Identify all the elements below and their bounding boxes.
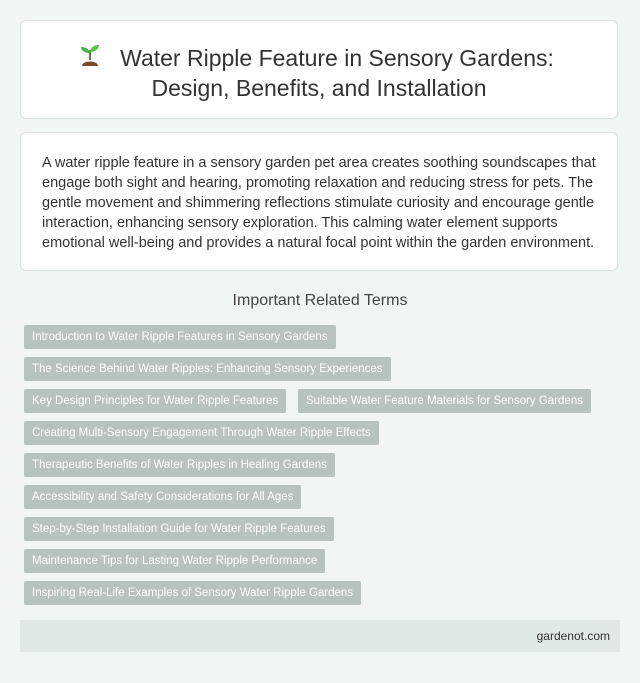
seedling-icon	[78, 44, 102, 72]
term-tag[interactable]: Key Design Principles for Water Ripple Features	[24, 389, 286, 413]
term-tag[interactable]: Inspiring Real-Life Examples of Sensory Water Ripple Gardens	[24, 581, 361, 605]
title-line-1: Water Ripple Feature in Sensory Gardens:	[120, 45, 554, 71]
footer	[20, 620, 620, 652]
term-tag[interactable]: Therapeutic Benefits of Water Ripples in Healing Gardens	[24, 453, 335, 477]
site-link[interactable]: gardenot.com	[536, 629, 610, 643]
title-line-2: Design, Benefits, and Installation	[151, 75, 487, 101]
title-card	[20, 20, 618, 119]
term-tag[interactable]: Suitable Water Feature Materials for Sensory Gardens	[298, 389, 591, 413]
term-tag[interactable]: Accessibility and Safety Considerations for All Ages	[24, 485, 301, 509]
description-text: A water ripple feature in a sensory garden pet area creates soothing soundscapes that engage both sight and hearing, promoting relaxation and reducing stress for pets. The gentle movement and shimmering reflections stimulate curiosity and encourage gentle interaction, enhancing sensory exploration. This calming water element supports emotional well-being and provides a natural focal point within the garden environment.	[42, 155, 596, 251]
term-tag[interactable]: Maintenance Tips for Lasting Water Ripple Performance	[24, 549, 325, 573]
related-terms-heading: Important Related Terms	[232, 292, 408, 309]
term-tag[interactable]: Introduction to Water Ripple Features in Sensory Gardens	[24, 325, 336, 349]
term-tag[interactable]: Step-by-Step Installation Guide for Water Ripple Features	[24, 517, 334, 541]
page-title	[21, 43, 617, 103]
term-tag[interactable]: The Science Behind Water Ripples: Enhancing Sensory Experiences	[24, 357, 391, 381]
description-card	[20, 132, 618, 271]
term-tag[interactable]: Creating Multi-Sensory Engagement Through Water Ripple Effects	[24, 421, 379, 445]
